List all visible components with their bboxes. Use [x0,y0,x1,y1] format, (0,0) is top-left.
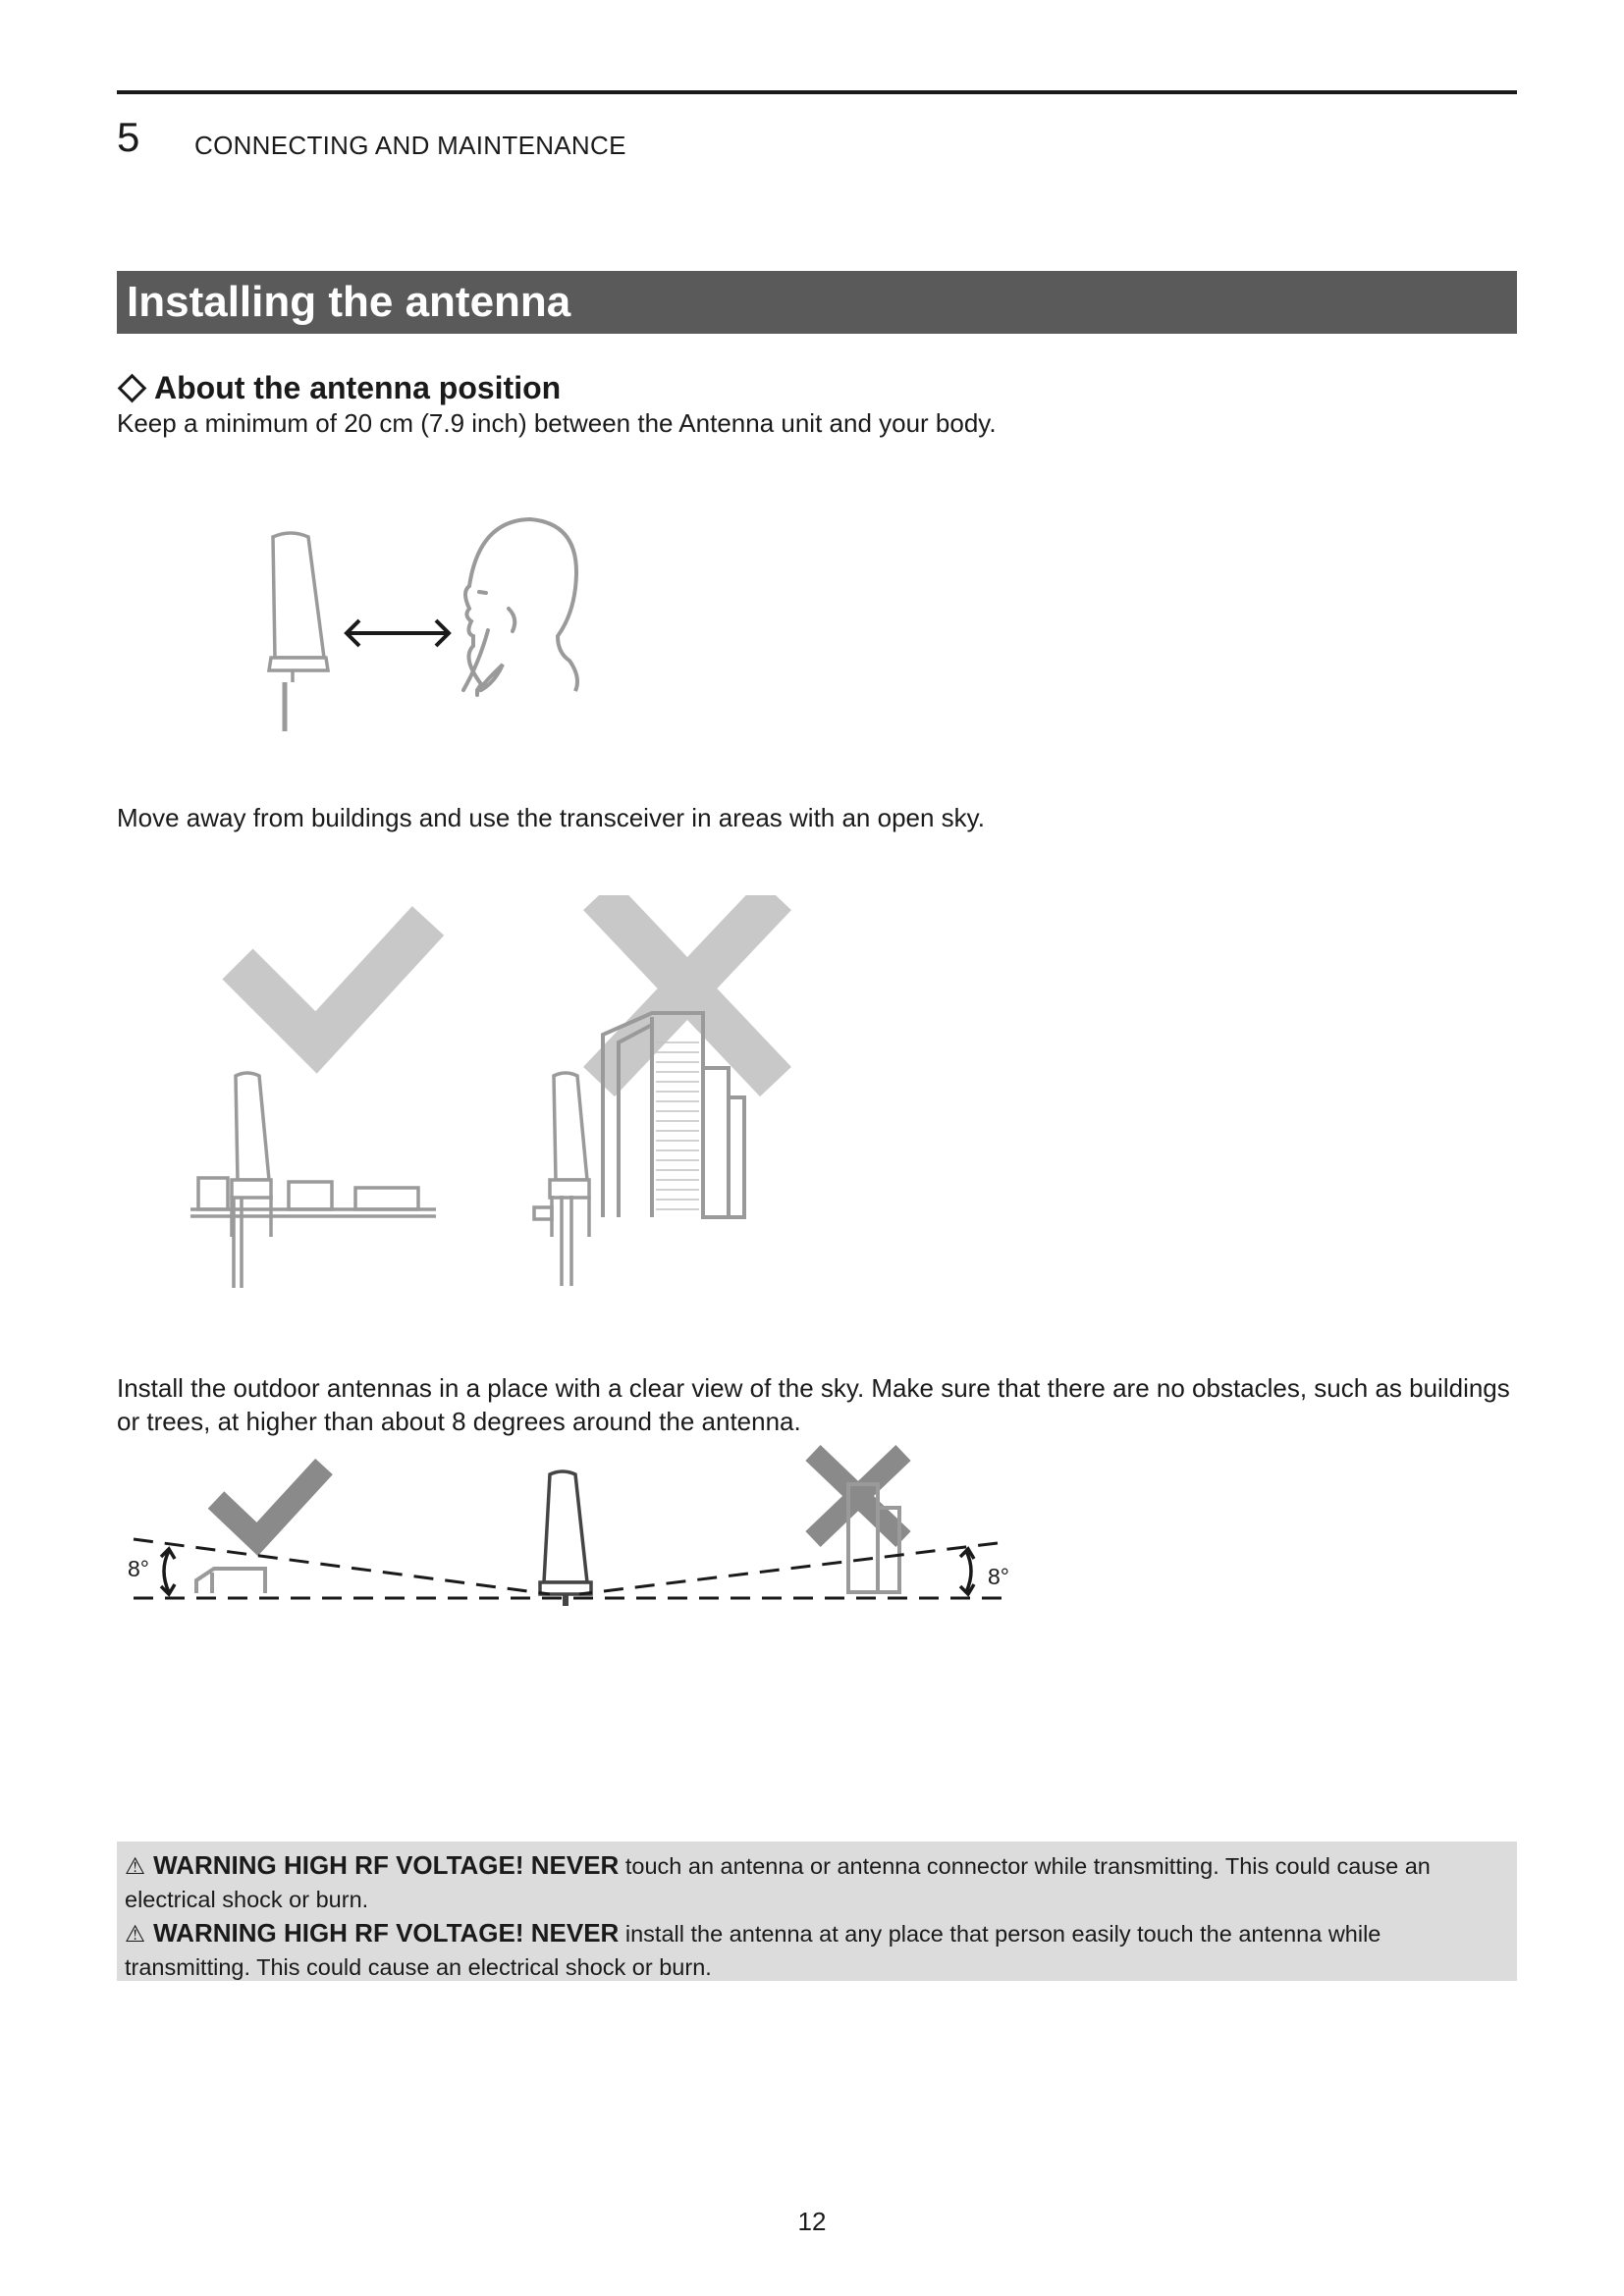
elevation-label-right: 8° [988,1564,1009,1589]
page-number: 12 [797,2207,827,2236]
cross-mark-icon [599,895,776,1082]
warning-triangle-icon: ⚠ [125,1921,146,1947]
warning-text: install the antenna at any place that person easily touch the antenna while transmitting. This could cause an electrical shock or burn. [125,1921,1381,1980]
warning-item [125,1848,1509,1916]
center-antenna-illustration [540,1471,591,1606]
warning-item [125,1916,1509,1984]
double-arrow-icon [347,620,449,646]
chapter-number: 5 [117,114,140,160]
chapter-title: CONNECTING AND MAINTENANCE [194,131,626,160]
antenna-illustration [269,533,328,731]
subheading-text: About the antenna position [154,370,562,405]
checkmark-icon [238,921,428,1042]
paragraph-clear-view: Install the outdoor antennas in a place with a clear view of the sky. Make sure that there are no obstacles, such as buildings or trees, at higher than about 8 degrees around the antenna. [117,1373,1510,1436]
elevation-arrow-right-icon [960,1549,974,1594]
warning-text: touch an antenna or antenna connector while transmitting. This could cause an electrical shock or burn. [125,1853,1431,1912]
person-profile-illustration [463,519,577,695]
warning-box [117,1842,1517,1981]
elevation-arrow-left-icon [161,1549,175,1594]
paragraph-distance: Keep a minimum of 20 cm (7.9 inch) between the Antenna unit and your body. [117,408,997,438]
antenna-near-building-illustration [534,1073,589,1286]
antenna-body-distance-figure [245,496,599,741]
paragraph-open-sky: Move away from buildings and use the transceiver in areas with an open sky. [117,803,985,832]
elevation-label-left: 8° [128,1556,149,1581]
rooftop-antenna-ok-illustration [190,1073,436,1288]
warning-triangle-icon: ⚠ [125,1853,146,1879]
diamond-icon [118,373,147,402]
top-rule [117,90,1517,94]
warning-lead: WARNING HIGH RF VOLTAGE! NEVER [153,1918,620,1948]
subheading [117,369,561,406]
section-title: Installing the antenna [117,271,1517,334]
cross-mark-small-icon [813,1453,903,1539]
building-windows [656,1042,699,1209]
warning-lead: WARNING HIGH RF VOLTAGE! NEVER [153,1850,620,1880]
open-sky-placement-figure [187,895,815,1298]
checkmark-small-icon [216,1467,324,1539]
elevation-clearance-figure [118,1445,1021,1622]
low-building-illustration [196,1569,265,1593]
